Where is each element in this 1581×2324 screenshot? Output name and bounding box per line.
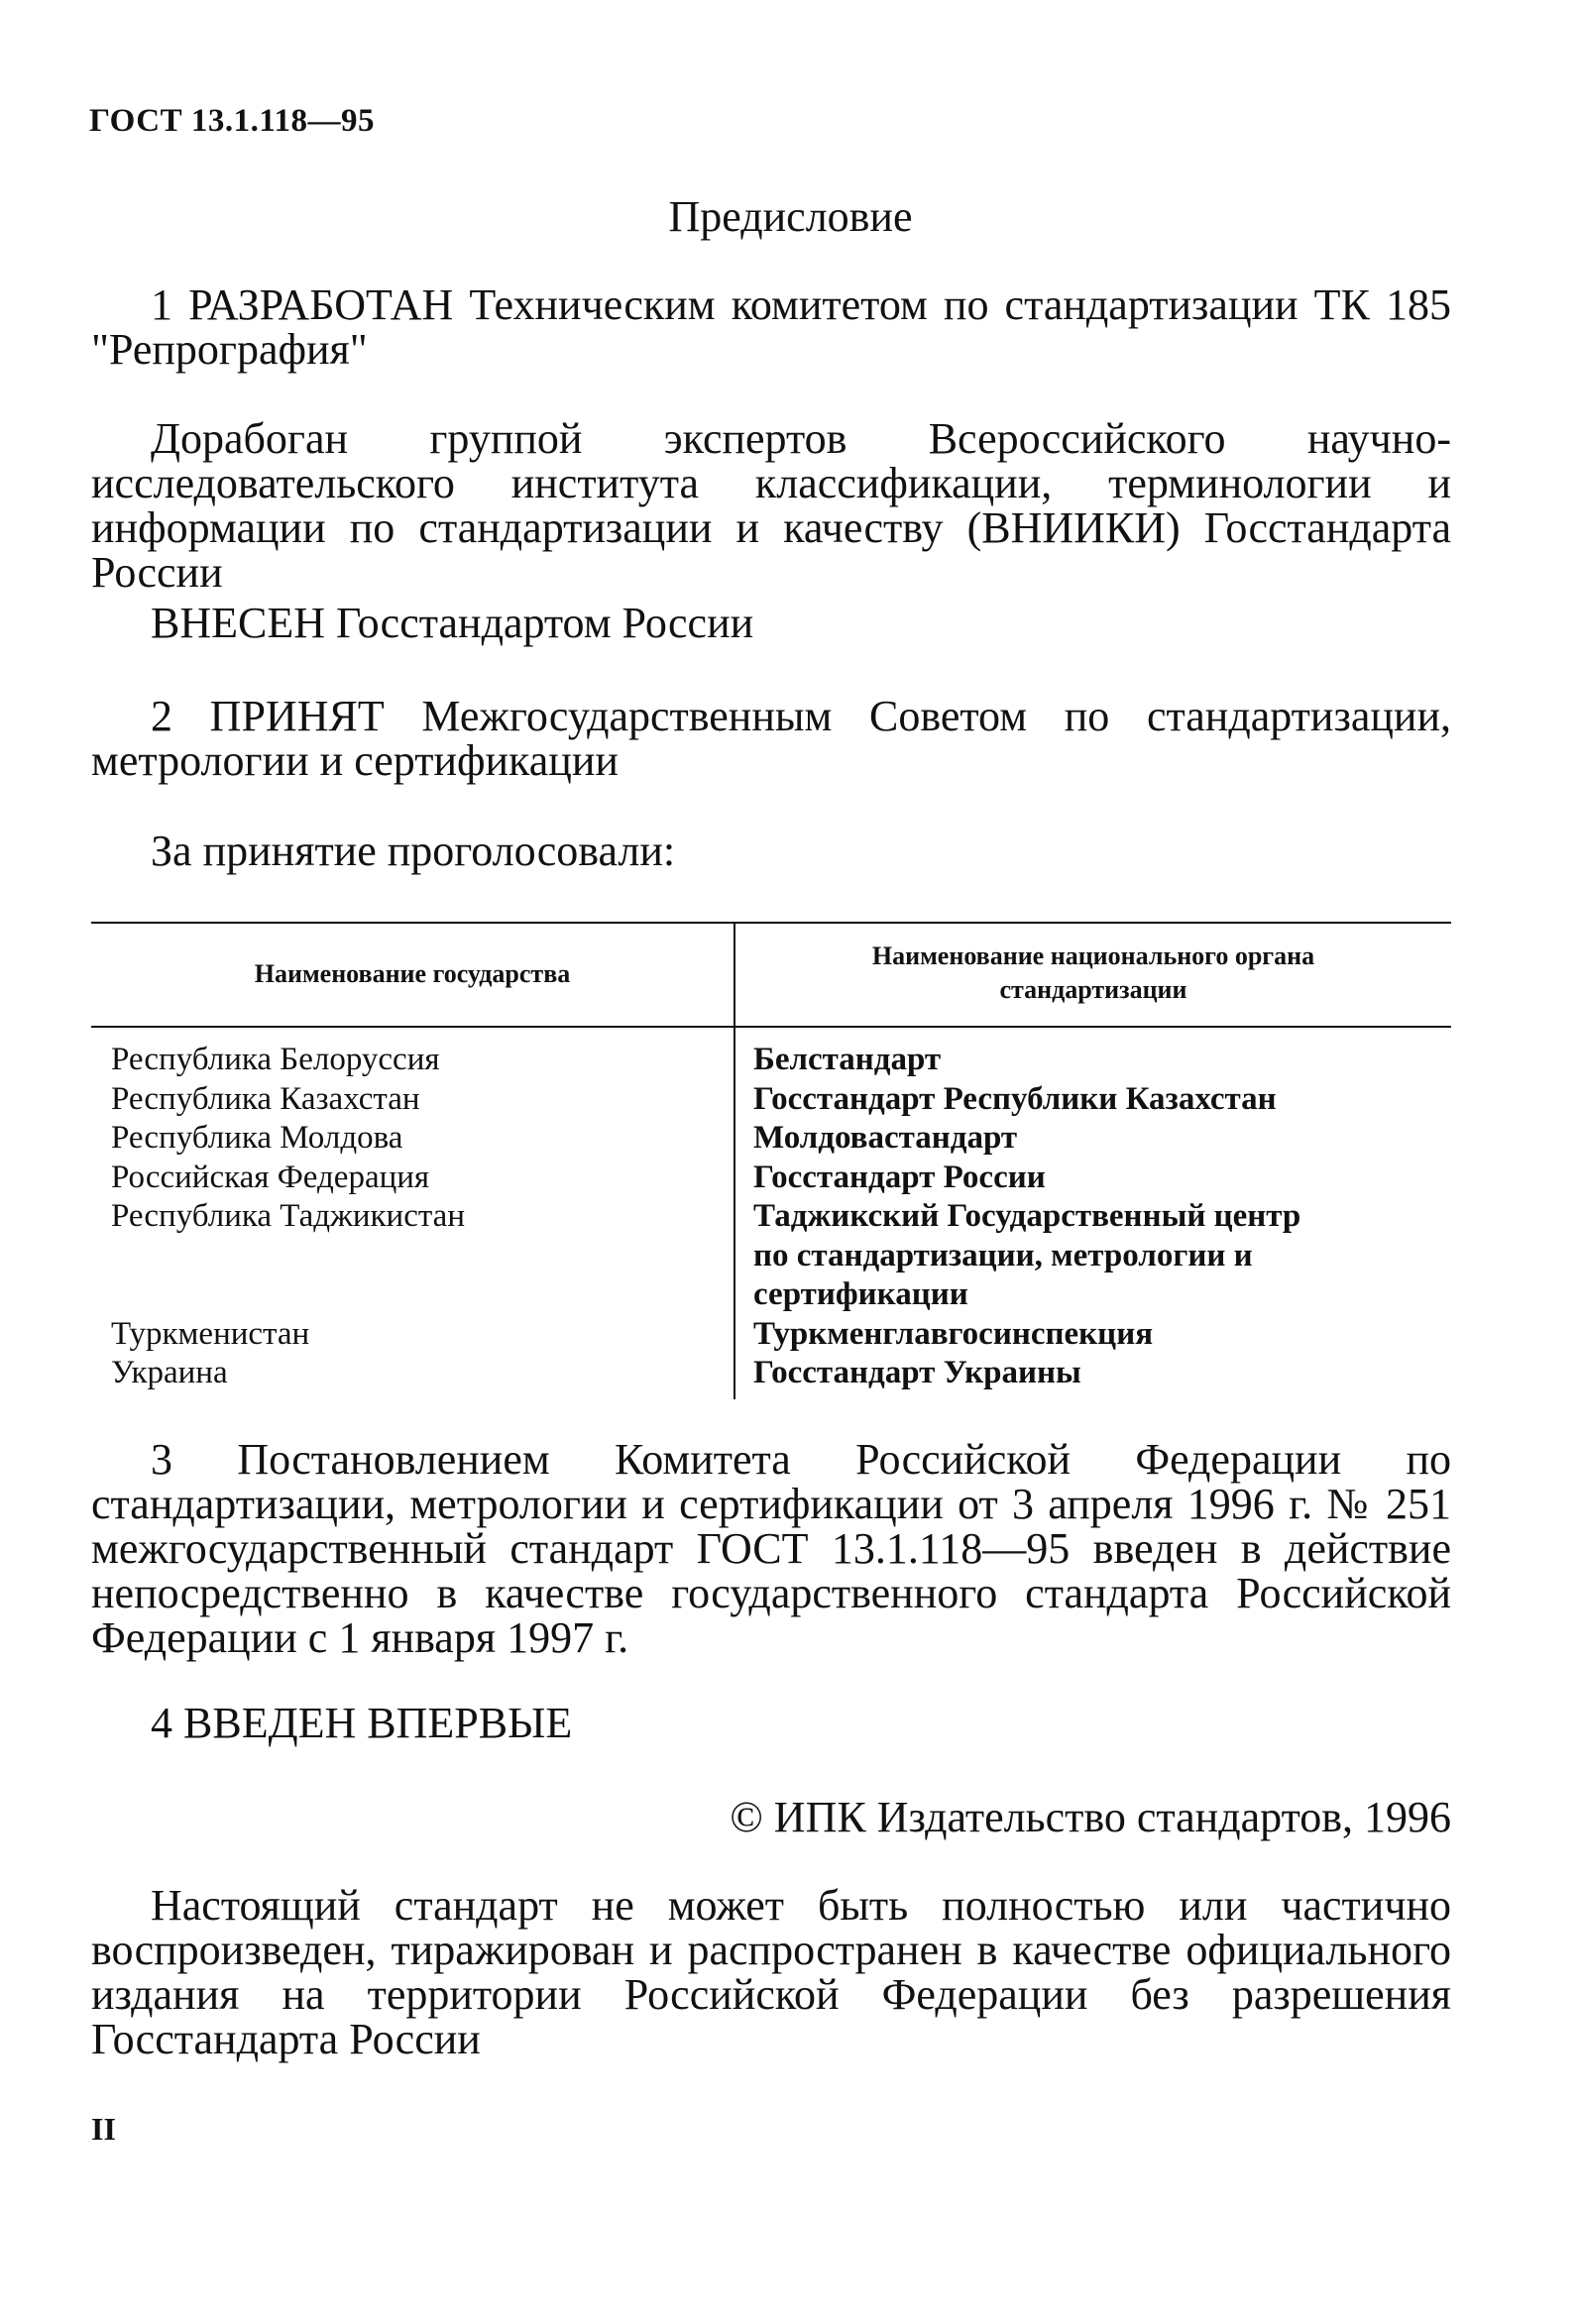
- voting-table: [91, 922, 1451, 1399]
- states-column: [111, 1041, 465, 1393]
- table-cell-body: по стандартизации, метрологии и: [753, 1237, 1253, 1273]
- bodies-column: [753, 1041, 1300, 1393]
- header-standards-body-line1: Наименование национального органа: [871, 941, 1315, 970]
- table-cell-body: Госстандарт Республики Казахстан: [753, 1080, 1277, 1117]
- section-1-refined: Дорабоган группой экспертов Всероссийского научно-исследовательского института классификации, терминологии и информации по стандартизации и качеству (ВНИИКИ) Госстандарта России: [91, 414, 1451, 597]
- table-cell-body: Таджикский Государственный центр: [753, 1198, 1301, 1234]
- table-cell-state: Республика Таджикистан: [111, 1198, 465, 1234]
- section-4-introduced: 4 ВВЕДЕН ВПЕРВЫЕ: [151, 1699, 573, 1747]
- table-cell-body: Госстандарт Украины: [753, 1355, 1081, 1390]
- table-cell-body: Белстандарт: [753, 1042, 942, 1077]
- section-1-developed: 1 РАЗРАБОТАН Техническим комитетом по стандартизации ТК 185 "Репрография": [91, 280, 1451, 374]
- votes-intro: За принятие проголосовали:: [151, 827, 676, 875]
- table-cell-state: [111, 1275, 465, 1315]
- table-cell-body: Туркменглавгосинспекция: [753, 1315, 1154, 1352]
- section-1-submitted: ВНЕСЕН Госстандартом России: [151, 599, 754, 647]
- page-title: Предисловие: [668, 192, 913, 241]
- table-cell-state: Российская Федерация: [111, 1159, 430, 1195]
- table-cell-state: Республика Молдова: [111, 1120, 403, 1156]
- reproduction-notice: Настоящий стандарт не может быть полностью или частично воспроизведен, тиражирован и распространен в качестве официального издания на территории Российской Федерации без разрешения Госстандарта России: [91, 1881, 1451, 2063]
- header-standards-body: [735, 940, 1451, 1007]
- table-cell-body: сертификации: [753, 1276, 968, 1312]
- header-standards-body-line2: стандартизации: [999, 975, 1187, 1004]
- table-cell-state: [111, 1237, 465, 1276]
- copyright-line: © ИПК Издательство стандартов, 1996: [730, 1793, 1451, 1841]
- document-code: ГОСТ 13.1.118—95: [89, 103, 376, 139]
- header-state: Наименование государства: [254, 959, 571, 988]
- table-cell-state: Туркменистан: [111, 1315, 310, 1352]
- table-top-rule: [91, 922, 1451, 924]
- table-cell-state: Украина: [111, 1355, 228, 1390]
- table-cell-state: Республика Белоруссия: [111, 1042, 440, 1077]
- table-header-rule: [91, 1026, 1451, 1028]
- table-cell-body: Молдовастандарт: [753, 1120, 1018, 1156]
- section-2-adopted: 2 ПРИНЯТ Межгосударственным Советом по стандартизации, метрологии и сертификации: [91, 692, 1451, 785]
- table-cell-body: Госстандарт России: [753, 1159, 1046, 1195]
- page-number: II: [91, 2111, 116, 2147]
- section-3-decree: 3 Постановлением Комитета Российской Федерации по стандартизации, метрологии и сертификации от 3 апреля 1996 г. № 251 межгосударственный стандарт ГОСТ 13.1.118—95 введен в действие непосредственно в качестве государственного стандарта Российской Федерации с 1 января 1997 г.: [91, 1435, 1451, 1662]
- table-cell-state: Республика Казахстан: [111, 1080, 420, 1117]
